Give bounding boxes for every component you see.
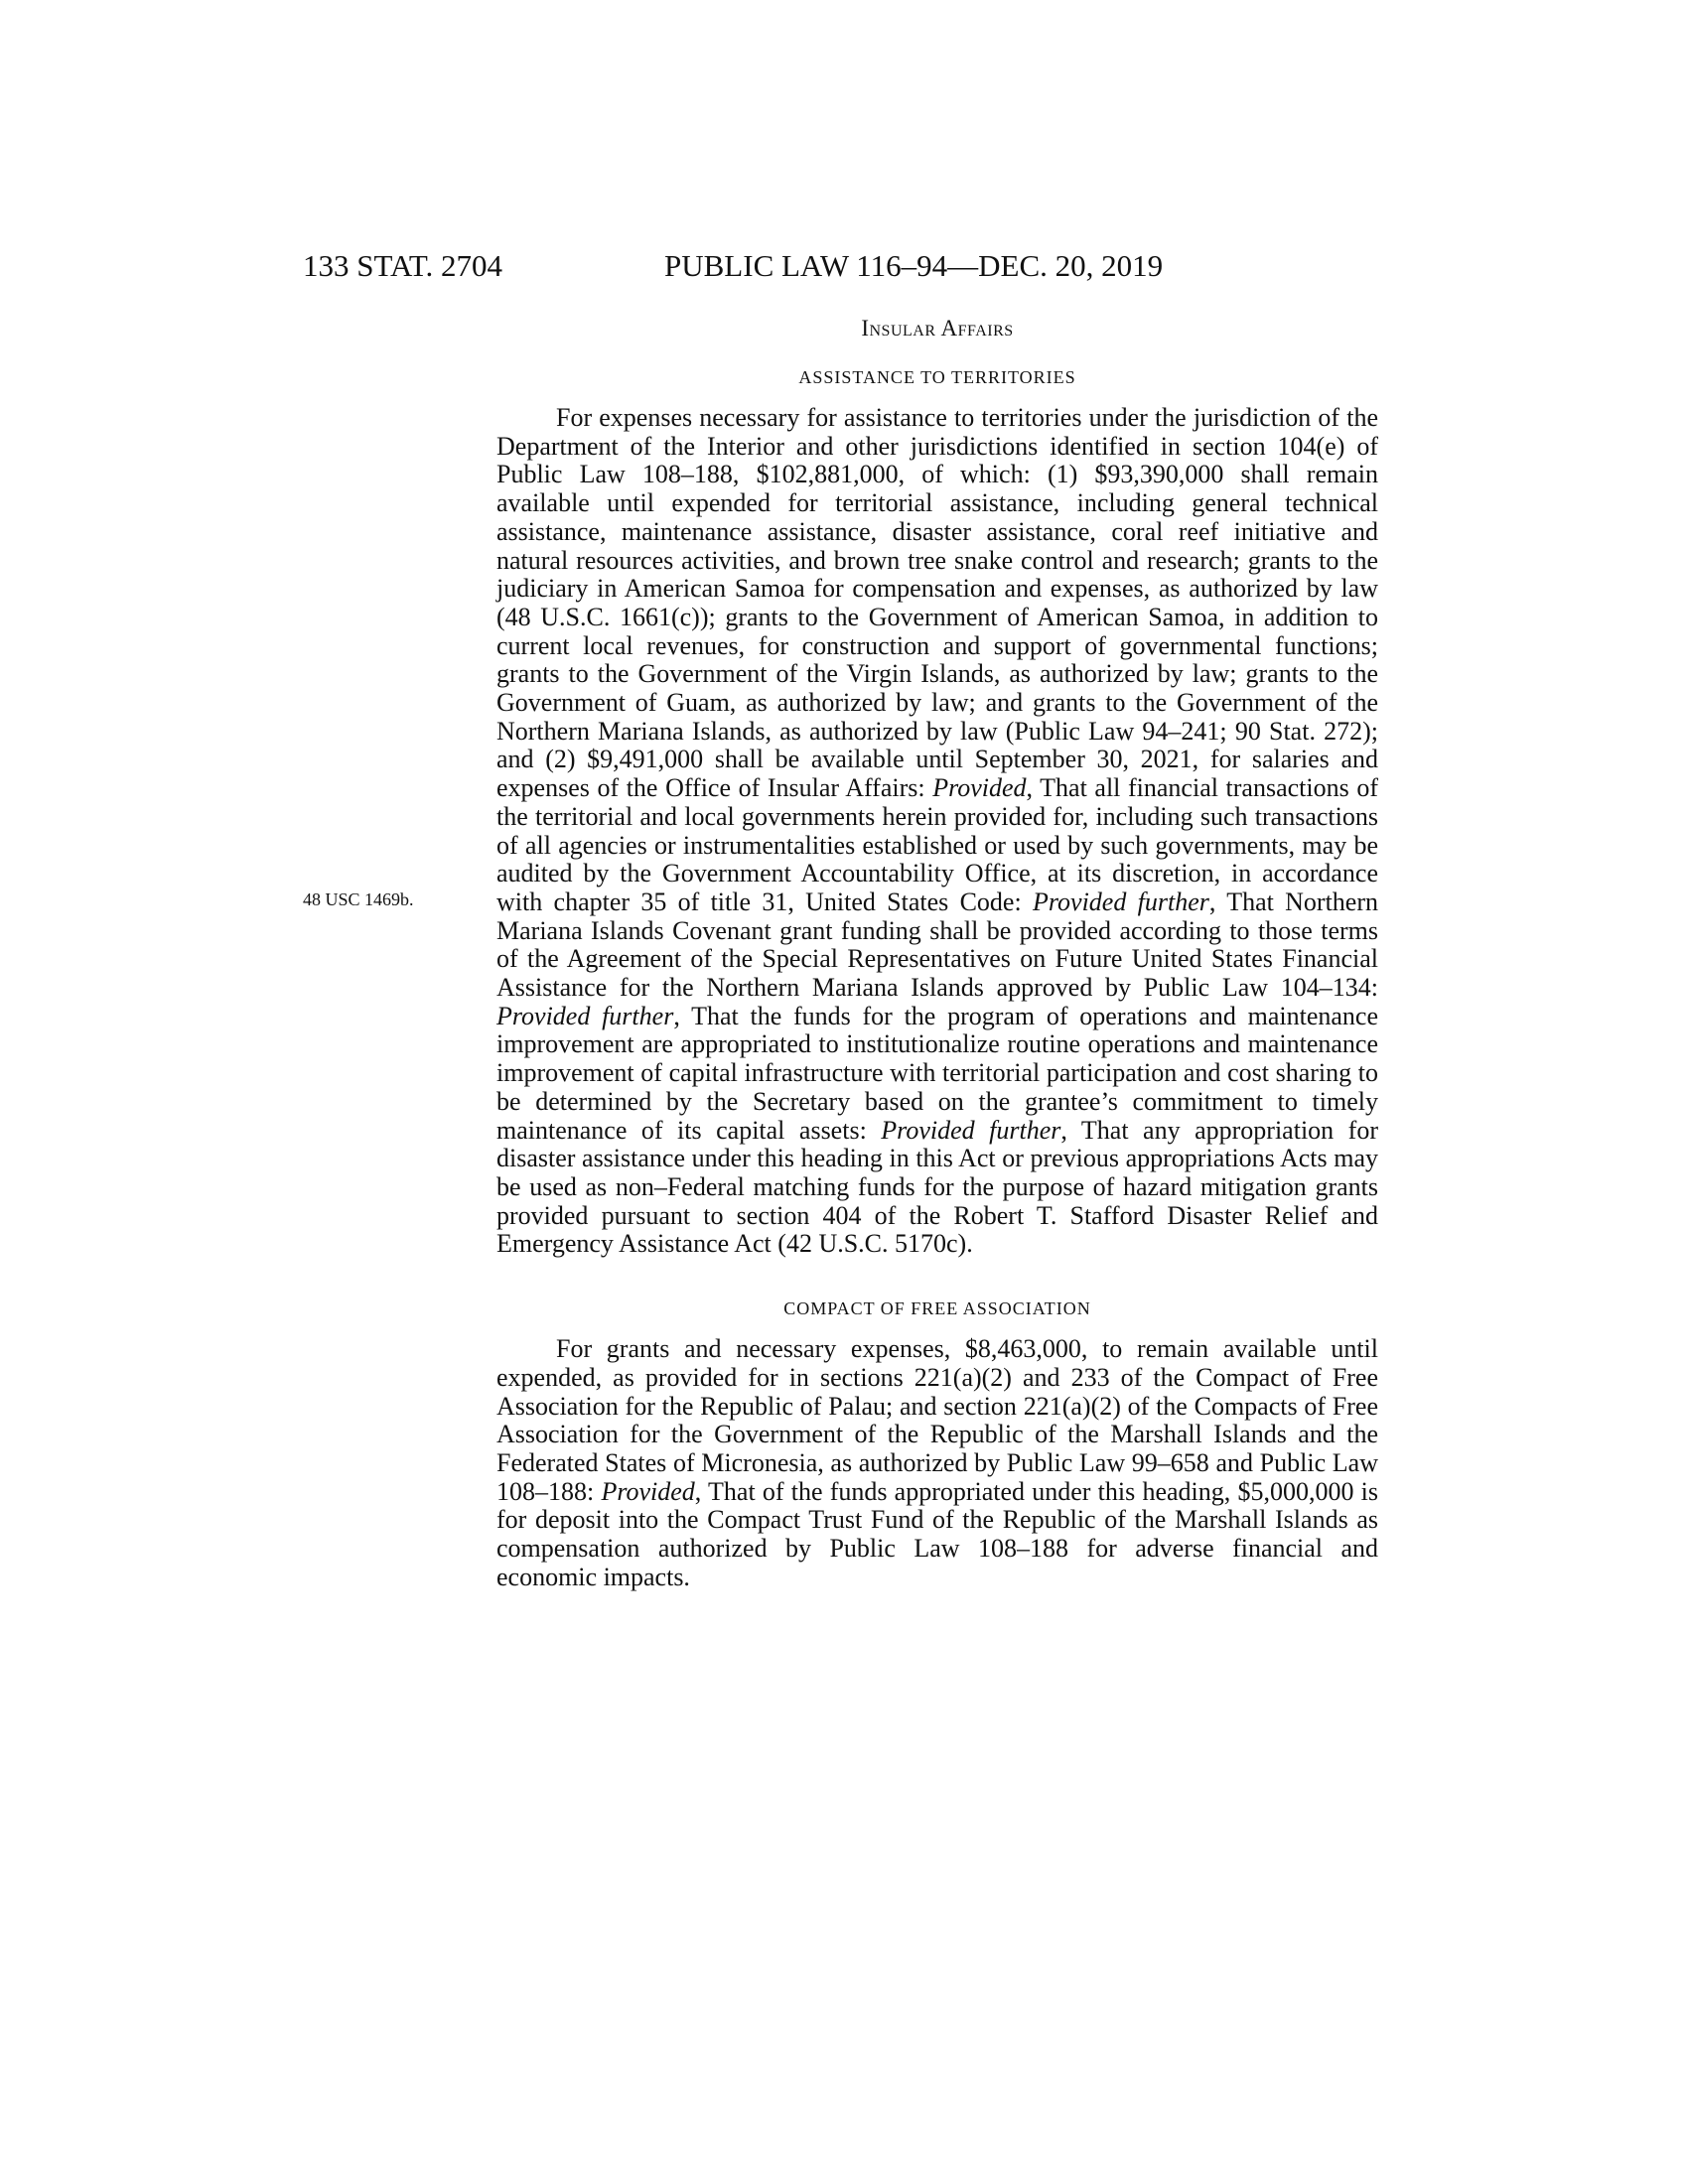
stat-citation: 133 STAT. 2704 bbox=[303, 248, 503, 283]
paragraph-assistance bbox=[496, 404, 1378, 1259]
text-segment: For expenses necessary for assistance to territories under the jurisdiction of the Department of the Interior and other jurisdictions identified in section 104(e) of Public Law 108–188, $102,881,000, of which: (1) $93,390,000 shall remain available until expended for territorial assistance, including general technical assistance, maintenance assistance, disaster assistance, coral reef initiative and natural resources activities, and brown tree snake control and research; grants to the judiciary in American Samoa for compensation and expenses, as authorized by law (48 U.S.C. 1661(c)); grants to the Government of American Samoa, in addition to current local revenues, for construction and support of governmental functions; grants to the Government of the Virgin Islands, as authorized by law; grants to the Government of Guam, as authorized by law; and grants to the Government of the Northern Mariana Islands, as authorized by law (Public Law 94–241; 90 Stat. 272); and (2) $9,491,000 shall be available until September 30, 2021, for salaries and expenses of the Office of Insular Affairs: bbox=[496, 403, 1378, 803]
text-segment: , That of the funds appropriated under this heading, $5,000,000 is for deposit into the Compact Trust Fund of the Republic of the Marshall Islands as compensation authorized by Public Law 108–188 for adverse financial and economic impacts. bbox=[496, 1476, 1378, 1591]
proviso-italic: Provided further bbox=[1033, 887, 1209, 916]
paragraph-compact bbox=[496, 1335, 1378, 1591]
section-heading-compact: COMPACT OF FREE ASSOCIATION bbox=[783, 1298, 1091, 1319]
text-segment: , That Northern Mariana Islands Covenant grant funding shall be provided according to those terms of the Agreement of the Special Representatives on Future United States Financial Assistance for the Northern Mariana Islands approved by Public Law 104–134: bbox=[496, 887, 1379, 1003]
text-segment: , That any appropriation for disaster assistance under this heading in this Act or previous appropriations Acts may be used as non–Federal matching funds for the purpose of hazard mitigation grants provided pursuant to section 404 of the Robert T. Stafford Disaster Relief and Emergency Assistance Act (42 U.S.C. 5170c). bbox=[496, 1115, 1378, 1259]
proviso-italic: Provided further bbox=[881, 1115, 1061, 1145]
page-body bbox=[496, 316, 1378, 1591]
major-heading: Insular Affairs bbox=[861, 316, 1014, 341]
law-title: PUBLIC LAW 116–94—DEC. 20, 2019 bbox=[664, 248, 1164, 283]
text-segment: , That all financial transactions of the territorial and local governments herein provided for, including such transactions of all agencies or instrumentalities established or used by such governments, may be audited by the Government Accountability Office, at its discretion, in accordance with chapter 35 of title 31, United States Code: bbox=[496, 773, 1378, 916]
text-segment: , That the funds for the program of operations and maintenance improvement are appropriated to institutionalize routine operations and maintenance improvement of capital infrastructure with territorial participation and cost sharing to be determined by the Secretary based on the grantee’s commitment to timely maintenance of its capital assets: bbox=[496, 1001, 1379, 1145]
running-head bbox=[303, 248, 1246, 288]
proviso-italic: Provided bbox=[932, 773, 1027, 803]
section-heading-assistance: ASSISTANCE TO TERRITORIES bbox=[798, 367, 1076, 387]
margin-note-usc: 48 USC 1469b. bbox=[303, 889, 414, 909]
text-segment: For grants and necessary expenses, $8,463,000, to remain available until expended, as provided for in sections 221(a)(2) and 233 of the Compact of Free Association for the Republic of Palau; and section 221(a)(2) of the Compacts of Free Association for the Government of the Republic of the Marshall Islands and the Federated States of Micronesia, as authorized by Public Law 99–658 and Public Law 108–188: bbox=[496, 1334, 1378, 1506]
proviso-italic: Provided bbox=[601, 1476, 695, 1506]
proviso-italic: Provided further bbox=[496, 1001, 674, 1030]
